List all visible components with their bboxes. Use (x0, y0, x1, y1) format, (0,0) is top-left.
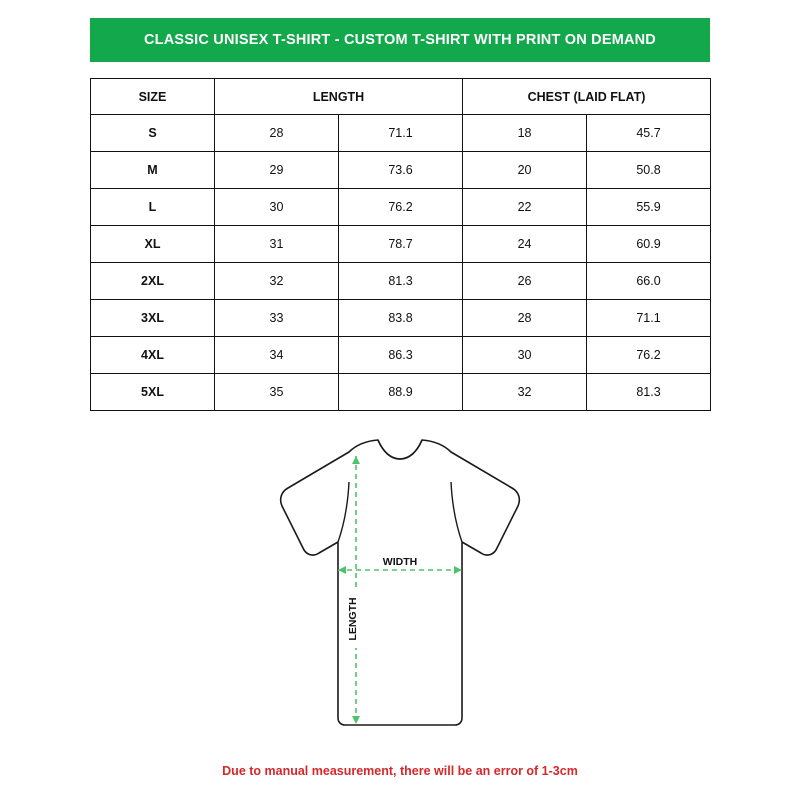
cell-chest-cm: 55.9 (587, 189, 711, 226)
cell-length-cm: 83.8 (339, 300, 463, 337)
cell-chest-in: 30 (463, 337, 587, 374)
cell-length-in: 28 (215, 115, 339, 152)
column-header-size: SIZE (91, 79, 215, 115)
cell-length-in: 30 (215, 189, 339, 226)
table-row (91, 374, 711, 411)
table-row (91, 226, 711, 263)
cell-chest-cm: 71.1 (587, 300, 711, 337)
cell-length-cm: 88.9 (339, 374, 463, 411)
cell-length-in: 31 (215, 226, 339, 263)
length-label: LENGTH (347, 597, 359, 641)
cell-chest-cm: 76.2 (587, 337, 711, 374)
cell-chest-cm: 66.0 (587, 263, 711, 300)
cell-size: L (91, 189, 215, 226)
cell-length-in: 29 (215, 152, 339, 189)
cell-chest-in: 20 (463, 152, 587, 189)
table-row (91, 115, 711, 152)
cell-chest-cm: 50.8 (587, 152, 711, 189)
cell-chest-cm: 45.7 (587, 115, 711, 152)
cell-chest-in: 32 (463, 374, 587, 411)
measurement-disclaimer: Due to manual measurement, there will be an error of 1-3cm (222, 764, 578, 778)
column-header-chest: CHEST (LAID FLAT) (463, 79, 711, 115)
cell-size: 4XL (91, 337, 215, 374)
cell-length-cm: 73.6 (339, 152, 463, 189)
cell-size: S (91, 115, 215, 152)
cell-chest-in: 26 (463, 263, 587, 300)
cell-length-cm: 78.7 (339, 226, 463, 263)
header-banner (90, 18, 710, 62)
cell-chest-in: 24 (463, 226, 587, 263)
cell-chest-in: 18 (463, 115, 587, 152)
table-row (91, 152, 711, 189)
cell-size: 3XL (91, 300, 215, 337)
cell-chest-cm: 81.3 (587, 374, 711, 411)
cell-length-in: 34 (215, 337, 339, 374)
cell-size: 5XL (91, 374, 215, 411)
cell-size: M (91, 152, 215, 189)
cell-size: XL (91, 226, 215, 263)
table-row (91, 189, 711, 226)
page-title: CLASSIC UNISEX T-SHIRT - CUSTOM T-SHIRT WITH PRINT ON DEMAND (144, 32, 656, 48)
cell-chest-cm: 60.9 (587, 226, 711, 263)
column-header-length: LENGTH (215, 79, 463, 115)
width-label: WIDTH (382, 556, 418, 568)
tshirt-diagram (0, 430, 800, 750)
table-row (91, 300, 711, 337)
cell-length-in: 33 (215, 300, 339, 337)
cell-length-in: 32 (215, 263, 339, 300)
cell-chest-in: 22 (463, 189, 587, 226)
size-table-wrapper (90, 78, 710, 411)
cell-length-cm: 76.2 (339, 189, 463, 226)
cell-length-in: 35 (215, 374, 339, 411)
cell-length-cm: 71.1 (339, 115, 463, 152)
table-row (91, 263, 711, 300)
cell-length-cm: 86.3 (339, 337, 463, 374)
cell-length-cm: 81.3 (339, 263, 463, 300)
table-header-row (91, 79, 711, 115)
table-row (91, 337, 711, 374)
size-table (90, 78, 711, 411)
cell-chest-in: 28 (463, 300, 587, 337)
tshirt-outline-icon (281, 440, 520, 725)
cell-size: 2XL (91, 263, 215, 300)
